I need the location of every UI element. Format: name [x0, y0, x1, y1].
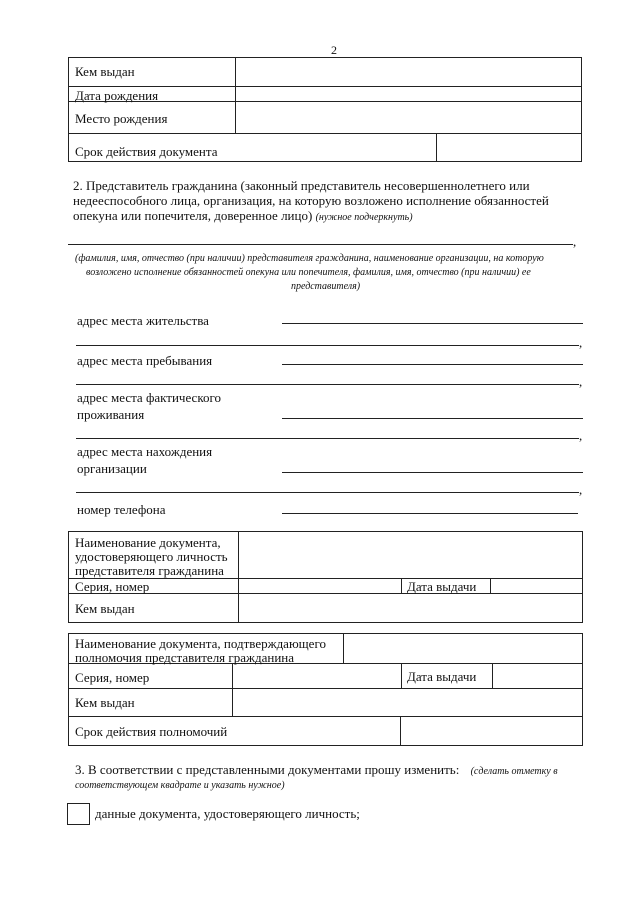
rep-issue-date-label: Дата выдачи: [407, 579, 477, 594]
residence-address-line-2[interactable]: [76, 345, 579, 346]
org-address-line-2[interactable]: [76, 492, 579, 493]
comma: ,: [579, 428, 583, 443]
rep-doc-name-label-3: представителя гражданина: [75, 563, 224, 578]
comma: ,: [579, 482, 583, 497]
representative-caption-1: (фамилия, имя, отчество (при наличии) представителя гражданина, наименование организации, на которую: [75, 253, 544, 264]
rep-issue-date-field[interactable]: [491, 579, 582, 592]
stay-address-line-1[interactable]: [282, 364, 583, 365]
authority-series-label: Серия, номер: [75, 670, 150, 685]
section-2-line-2: недееспособного лица, организация, на которую возложено исполнение обязанностей: [73, 193, 549, 208]
document-validity-extra-field[interactable]: [437, 134, 581, 161]
birth-place-label: Место рождения: [75, 111, 168, 126]
rep-series-field[interactable]: [239, 579, 400, 592]
document-validity-field[interactable]: [69, 134, 435, 161]
phone-line[interactable]: [282, 513, 578, 514]
identity-document-checkbox-label: данные документа, удостоверяющего личность;: [95, 806, 360, 821]
authority-validity-field[interactable]: [401, 717, 582, 745]
authority-issued-by-field[interactable]: [233, 689, 582, 715]
section-3-note-1: (сделать отметку в: [470, 766, 558, 777]
section-2-line-3: [73, 208, 413, 225]
authority-doc-name-label-1: Наименование документа, подтверждающего: [75, 636, 326, 651]
comma: ,: [573, 234, 577, 249]
authority-issue-date-label: Дата выдачи: [407, 669, 477, 684]
residence-address-line-1[interactable]: [282, 323, 583, 324]
stay-address-line-2[interactable]: [76, 384, 579, 385]
section-3-text: 3. В соответствии с представленными документами прошу изменить:: [75, 762, 460, 777]
representative-caption-2: возложено исполнение обязанностей опекуна или попечителя, фамилия, имя, отчество (при наличии) ее: [86, 267, 531, 278]
authority-series-field[interactable]: [233, 664, 400, 687]
org-address-line-1[interactable]: [282, 472, 583, 473]
phone-label: номер телефона: [77, 502, 166, 517]
authority-validity-label: Срок действия полномочий: [75, 724, 228, 739]
section-2-line-1: 2. Представитель гражданина (законный представитель несовершеннолетнего или: [73, 178, 530, 193]
residence-address-label: адрес места жительства: [77, 313, 209, 328]
rep-doc-name-field[interactable]: [239, 532, 582, 577]
section-3-line-1: [75, 762, 558, 779]
org-address-label-1: адрес места нахождения: [77, 444, 213, 459]
identity-document-checkbox[interactable]: [67, 803, 90, 825]
page-number: 2: [331, 43, 337, 57]
actual-address-line-2[interactable]: [76, 438, 579, 439]
issued-by-label: Кем выдан: [75, 64, 135, 79]
birth-place-field[interactable]: [236, 102, 581, 132]
stay-address-label: адрес места пребывания: [77, 353, 213, 368]
rep-doc-name-label-2: удостоверяющего личность: [75, 549, 228, 564]
authority-issue-date-field[interactable]: [493, 664, 582, 687]
actual-address-label-2: проживания: [77, 407, 145, 422]
section-2-line-3-text: опекуна или попечителя, доверенное лицо): [73, 208, 313, 223]
representative-name-line[interactable]: [68, 244, 573, 245]
birth-date-field[interactable]: [236, 87, 581, 100]
rep-doc-name-label-1: Наименование документа,: [75, 535, 221, 550]
authority-doc-name-field[interactable]: [344, 634, 582, 662]
representative-caption-3: представителя): [291, 281, 361, 292]
underline-note: (нужное подчеркнуть): [315, 212, 413, 223]
issued-by-field[interactable]: [236, 58, 581, 85]
org-address-label-2: организации: [77, 461, 147, 476]
rep-issued-by-label: Кем выдан: [75, 601, 135, 616]
rep-series-label: Серия, номер: [75, 579, 150, 594]
comma: ,: [579, 374, 583, 389]
actual-address-label-1: адрес места фактического: [77, 390, 221, 405]
comma: ,: [579, 335, 583, 350]
section-3-note-2: соответствующем квадрате и указать нужное): [75, 780, 285, 791]
birth-date-label: Дата рождения: [75, 88, 159, 103]
authority-issued-by-label: Кем выдан: [75, 695, 135, 710]
actual-address-line-1[interactable]: [282, 418, 583, 419]
document-validity-label: Срок действия документа: [75, 144, 218, 159]
authority-doc-name-label-2: полномочия представителя гражданина: [75, 650, 295, 665]
rep-issued-by-field[interactable]: [239, 594, 582, 622]
